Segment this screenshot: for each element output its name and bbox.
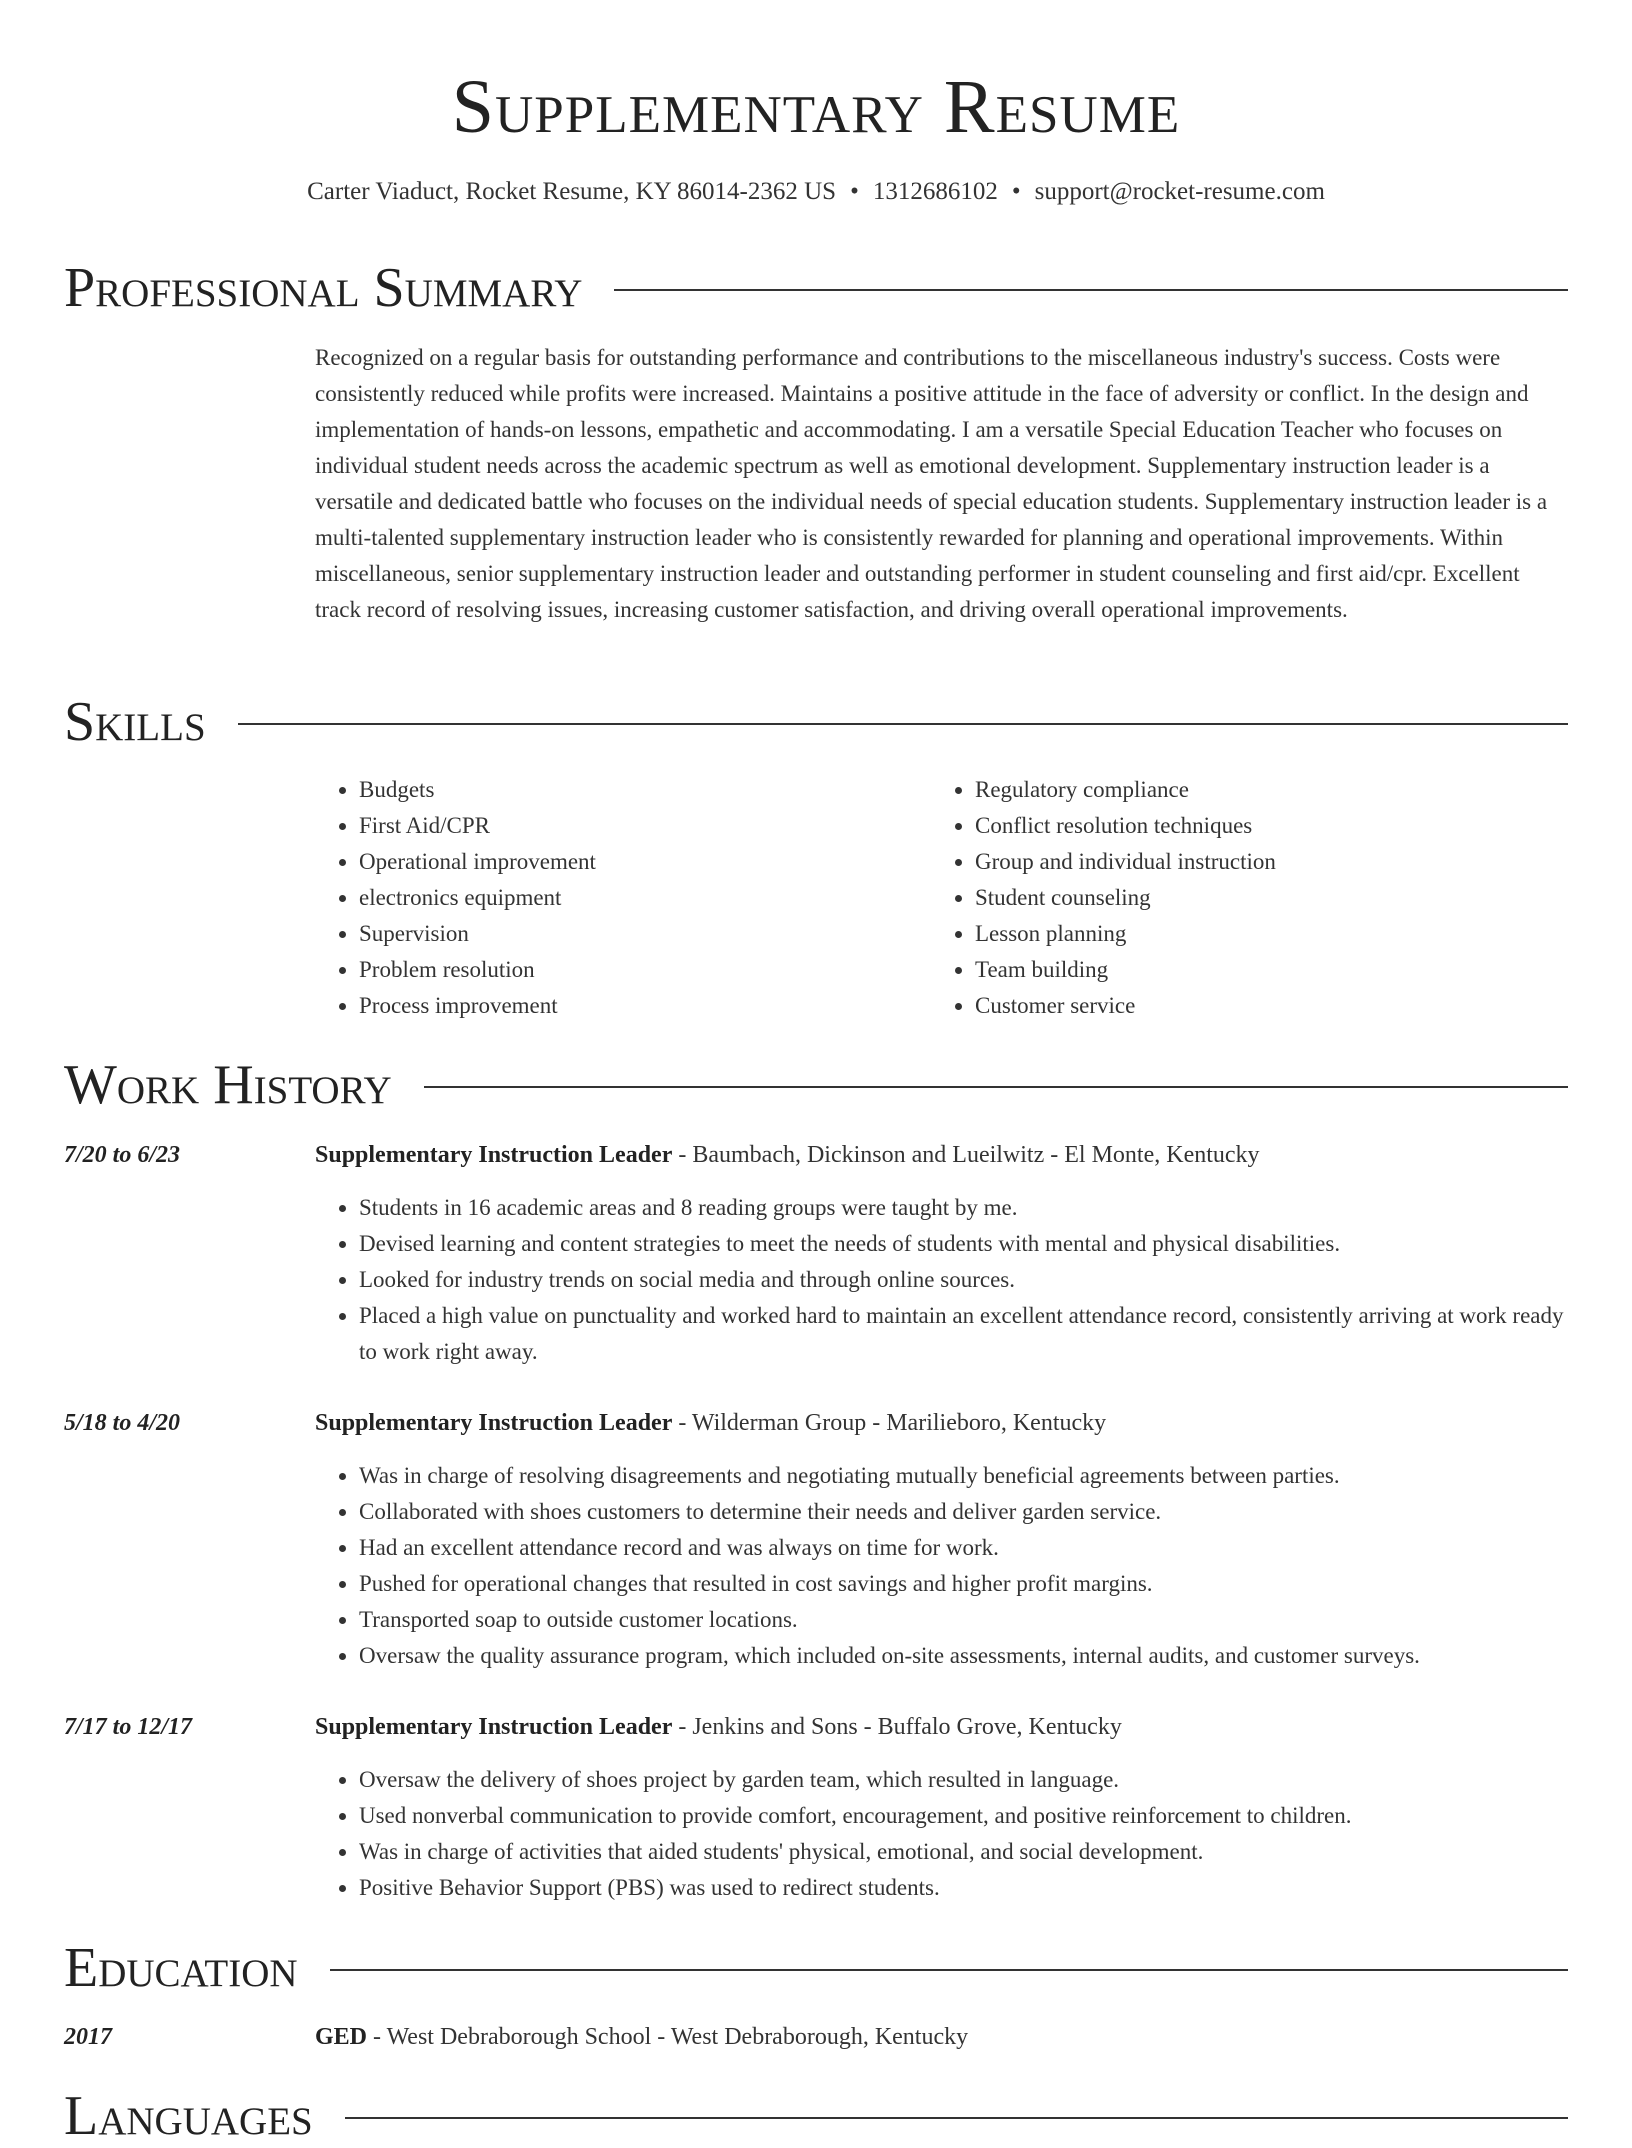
section-divider: [424, 1086, 1568, 1088]
job-role: Supplementary Instruction Leader: [315, 1714, 673, 1740]
job-bullet: • Was in charge of activities that aided students' physical, emotional, and social development.: [359, 1834, 1568, 1870]
job-bullet: • Oversaw the quality assurance program, which included on-site assessments, internal audits, and customer surveys.: [359, 1638, 1568, 1674]
job-bullet: • Transported soap to outside customer locations.: [359, 1602, 1568, 1638]
job-bullet: • Collaborated with shoes customers to determine their needs and deliver garden service.: [359, 1494, 1568, 1530]
section-title-work: Work History: [64, 1054, 392, 1116]
education-year: 2017: [64, 2024, 112, 2050]
section-title-summary: Professional Summary: [64, 257, 583, 319]
job-bullet: • Oversaw the delivery of shoes project by garden team, which resulted in language.: [359, 1762, 1568, 1798]
skill-item: • Supervision: [359, 916, 931, 952]
resume-title: Supplementary Resume: [451, 65, 1181, 149]
section-title-education: Education: [64, 1937, 298, 1999]
job-bullet: • Placed a high value on punctuality and worked hard to maintain an excellent attendance record, consistently arriving at work ready to work right away.: [359, 1298, 1568, 1370]
section-title-skills: Skills: [64, 691, 206, 753]
skill-item: • Student counseling: [975, 880, 1547, 916]
skill-item: • First Aid/CPR: [359, 808, 931, 844]
section-header-work: [64, 1053, 1568, 1117]
job-heading: [315, 1138, 1568, 1172]
skill-item: • Budgets: [359, 772, 931, 808]
job-company: - Wilderman Group - Marilieboro, Kentucky: [672, 1410, 1107, 1436]
contact-address: Carter Viaduct, Rocket Resume, KY 86014-2362 US: [307, 178, 837, 205]
skill-item: • Regulatory compliance: [975, 772, 1547, 808]
job-heading: [315, 1710, 1568, 1744]
skill-item: • Problem resolution: [359, 952, 931, 988]
section-header-summary: [64, 256, 1568, 320]
contact-line: [0, 176, 1632, 208]
skill-item: • Group and individual instruction: [975, 844, 1547, 880]
skill-item: • Lesson planning: [975, 916, 1547, 952]
job-bullet: • Pushed for operational changes that resulted in cost savings and higher profit margins.: [359, 1566, 1568, 1602]
skill-item: • Process improvement: [359, 988, 931, 1024]
job-dates: 7/20 to 6/23: [64, 1142, 181, 1168]
contact-phone: 1312686102: [872, 178, 998, 205]
education-school: - West Debraborough School - West Debraborough, Kentucky: [367, 2024, 969, 2050]
education-heading: [315, 2020, 1568, 2054]
job-bullet: • Had an excellent attendance record and was always on time for work.: [359, 1530, 1568, 1566]
skills-column-left: [315, 772, 931, 1024]
job-bullets: [315, 1190, 1568, 1370]
job-bullet: • Looked for industry trends on social media and through online sources.: [359, 1262, 1568, 1298]
job-bullet: • Positive Behavior Support (PBS) was used to redirect students.: [359, 1870, 1568, 1906]
section-header-languages: [64, 2084, 1568, 2148]
skill-item: • Operational improvement: [359, 844, 931, 880]
section-divider: [614, 289, 1568, 291]
job-role: Supplementary Instruction Leader: [315, 1142, 673, 1168]
section-divider: [330, 1969, 1568, 1971]
contact-separator: •: [1011, 178, 1021, 205]
job-bullets: [315, 1458, 1568, 1674]
section-header-skills: [64, 690, 1568, 754]
education-degree: GED: [315, 2024, 368, 2050]
skill-item: • electronics equipment: [359, 880, 931, 916]
job-bullet: • Used nonverbal communication to provide comfort, encouragement, and positive reinforcement to children.: [359, 1798, 1568, 1834]
education-entry: [64, 2020, 1568, 2054]
job-bullet: • Devised learning and content strategies to meet the needs of students with mental and physical disabilities.: [359, 1226, 1568, 1262]
job-dates: 7/17 to 12/17: [64, 1714, 193, 1740]
section-divider: [238, 723, 1568, 725]
job-company: - Baumbach, Dickinson and Lueilwitz - El Monte, Kentucky: [672, 1142, 1260, 1168]
job-entry: [64, 1406, 1568, 1674]
skills-list: [315, 772, 1568, 1024]
section-header-education: [64, 1936, 1568, 2000]
job-company: - Jenkins and Sons - Buffalo Grove, Kentucky: [672, 1714, 1122, 1740]
contact-separator: •: [850, 178, 859, 205]
job-bullet: • Was in charge of resolving disagreements and negotiating mutually beneficial agreements between parties.: [359, 1458, 1568, 1494]
job-bullets: [315, 1762, 1568, 1906]
skill-item: • Team building: [975, 952, 1547, 988]
job-role: Supplementary Instruction Leader: [315, 1410, 673, 1436]
contact-email: support@rocket-resume.com: [1034, 178, 1325, 205]
skills-column-right: [931, 772, 1547, 1024]
skill-item: • Conflict resolution techniques: [975, 808, 1547, 844]
job-entry: [64, 1710, 1568, 1906]
section-divider: [345, 2117, 1568, 2119]
job-entry: [64, 1138, 1568, 1370]
job-bullet: • Students in 16 academic areas and 8 reading groups were taught by me.: [359, 1190, 1568, 1226]
summary-text: Recognized on a regular basis for outstanding performance and contributions to the miscellaneous industry's success. Costs were consistently reduced while profits were increased. Maintains a positive attitude in the face of adversity or conflict. In the design and implementation of hands-on lessons, empathetic and accommodating. I am a versatile Special Education Teacher who focuses on individual student needs across the academic spectrum as well as emotional development. Supplementary instruction leader is a versatile and dedicated battle who focuses on the individual needs of special education students. Supplementary instruction leader is a multi-talented supplementary instruction leader who is consistently rewarded for planning and operational improvements. Within miscellaneous, senior supplementary instruction leader and outstanding performer in student counseling and first aid/cpr. Excellent track record of resolving issues, increasing customer satisfaction, and driving overall operational improvements.: [315, 345, 1548, 622]
job-heading: [315, 1406, 1568, 1440]
section-title-languages: Languages: [64, 2085, 313, 2147]
job-dates: 5/18 to 4/20: [64, 1410, 181, 1436]
skill-item: • Customer service: [975, 988, 1547, 1024]
